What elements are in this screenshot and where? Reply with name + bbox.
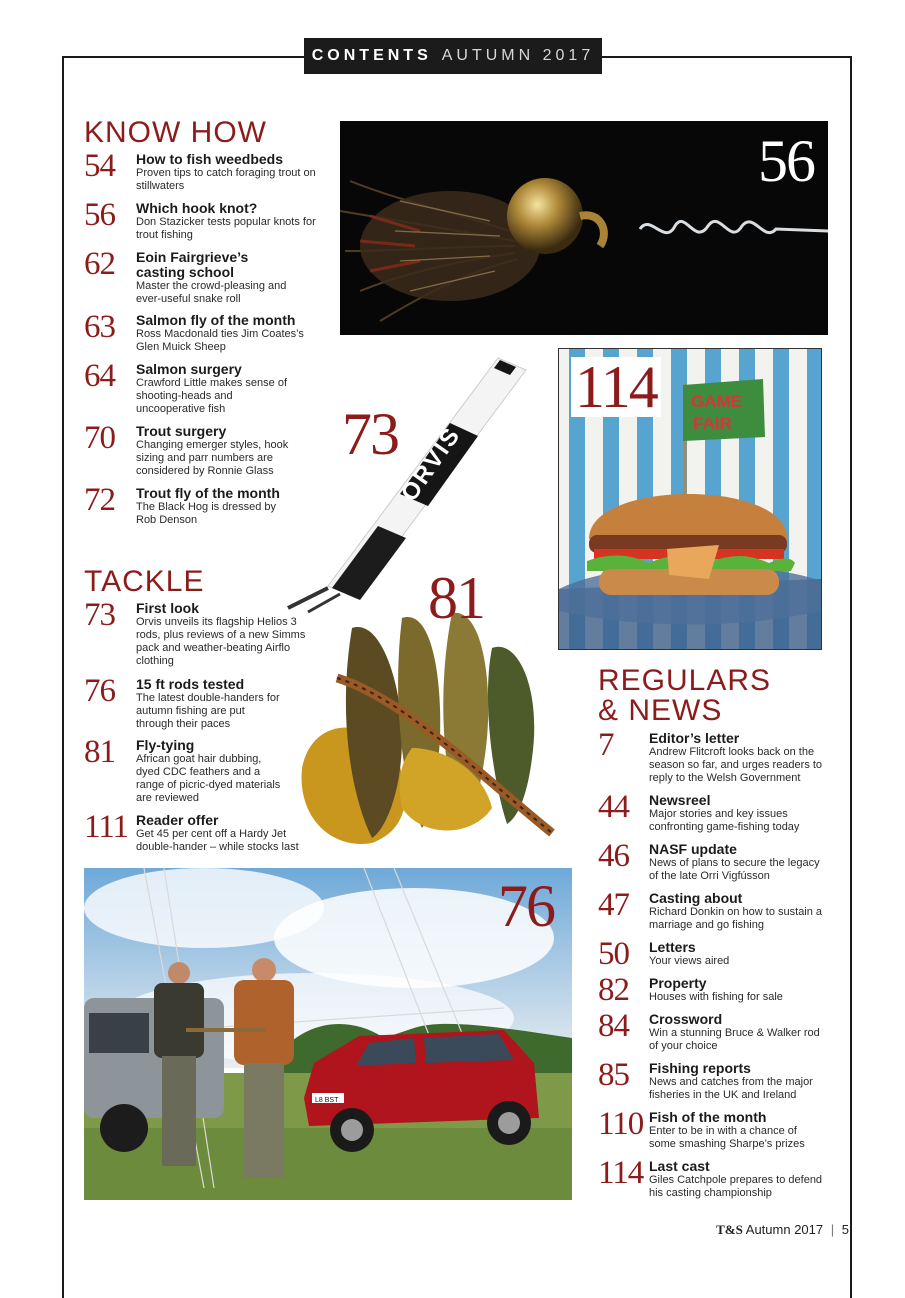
item-title: Fly-tying [136, 737, 195, 753]
page-footer [716, 1222, 849, 1238]
contents-header [304, 38, 602, 74]
regulars-item[interactable] [598, 1106, 838, 1151]
know-how-item[interactable] [84, 246, 324, 306]
regulars-item[interactable] [598, 972, 838, 1008]
tackle-item[interactable] [84, 734, 324, 805]
page-number: 73 [84, 597, 115, 633]
page-number: 114 [598, 1155, 644, 1191]
item-title: NASF update [649, 841, 737, 857]
burger-page-number: 114 [571, 357, 661, 417]
item-description: Crawford Little makes sense of shooting-heads and uncooperative fish [136, 377, 288, 415]
page-number: 110 [598, 1106, 644, 1142]
page-number: 50 [598, 936, 629, 972]
fly-illustration [340, 121, 828, 335]
item-description: Master the crowd-pleasing and ever-useful snake roll [136, 280, 287, 305]
page-number: 7 [598, 727, 614, 763]
page-number: 81 [84, 734, 115, 770]
page-number: 76 [84, 673, 115, 709]
item-title: How to fish weedbeds [136, 151, 284, 167]
item-description: News of plans to secure the legacy of the late Orri Vigfússon [649, 857, 820, 882]
item-description: News and catches from the major fisheries in the UK and Ireland [649, 1076, 813, 1101]
hair-page-number: 81 [428, 568, 484, 631]
item-title: First look [136, 600, 200, 616]
item-title: Crossword [649, 1011, 723, 1027]
orvis-logo-text: ORVIS [395, 421, 467, 507]
tackle-title: TACKLE [84, 565, 205, 598]
tackle-item[interactable] [84, 809, 324, 854]
contents-label: CONTENTS [311, 47, 432, 64]
page-number: 62 [84, 246, 115, 282]
regulars-item[interactable] [598, 936, 838, 972]
page-number: 84 [598, 1008, 629, 1044]
regulars-item[interactable] [598, 1008, 838, 1053]
regulars-item[interactable] [598, 789, 838, 834]
item-title: Casting about [649, 890, 743, 906]
know-how-item[interactable] [84, 197, 324, 242]
regulars-item[interactable] [598, 838, 838, 883]
item-description: Proven tips to catch foraging trout on stillwaters [136, 167, 316, 192]
item-title: Which hook knot? [136, 200, 258, 216]
regulars-item[interactable] [598, 727, 838, 785]
item-description: The Black Hog is dressed by Rob Denson [136, 501, 277, 526]
item-description: Houses with fishing for sale [649, 991, 783, 1003]
page-number: 70 [84, 420, 115, 456]
page-number: 46 [598, 838, 629, 874]
page-number: 72 [84, 482, 115, 518]
item-title: Trout fly of the month [136, 485, 280, 501]
item-title: Property [649, 975, 707, 991]
item-title: Fish of the month [649, 1109, 767, 1125]
know-how-title: KNOW HOW [84, 116, 267, 149]
item-description: Orvis unveils its flagship Helios 3 rods, plus reviews of a new Simms pack and weather-beating Airflo clothing [136, 616, 306, 667]
regulars-item[interactable] [598, 887, 838, 932]
regulars-title-line2: & NEWS [598, 694, 723, 727]
rod-page-number: 73 [342, 401, 398, 467]
page-number: 44 [598, 789, 629, 825]
item-title: Salmon surgery [136, 361, 242, 377]
item-description: Ross Macdonald ties Jim Coates’s Glen Muick Sheep [136, 328, 304, 353]
hair-illustration [292, 568, 560, 854]
regulars-title [598, 666, 771, 726]
page-number: 47 [598, 887, 629, 923]
flag-text-fair: FAIR [693, 414, 732, 433]
field-page-number: 76 [498, 873, 554, 939]
footer-issue: Autumn 2017 [745, 1222, 824, 1237]
item-title: Eoin Fairgrieve’s casting school [136, 249, 249, 280]
item-description: Major stories and key issues confronting game-fishing today [649, 808, 800, 833]
field-photo [84, 868, 572, 1200]
regulars-title-line1: REGULARS [598, 664, 772, 697]
tackle-item[interactable] [84, 673, 324, 731]
item-title: Editor’s letter [649, 730, 740, 746]
item-description: Don Stazicker tests popular knots for trout fishing [136, 216, 316, 241]
number-plate: L8 BST [315, 1097, 339, 1104]
item-description: African goat hair dubbing, dyed CDC feathers and a range of picric-dyed materials are reviewed [136, 753, 281, 804]
item-description: Giles Catchpole prepares to defend his casting championship [649, 1174, 823, 1199]
flag-text-game: GAME [691, 392, 742, 411]
item-title: 15 ft rods tested [136, 676, 245, 692]
item-title: Reader offer [136, 812, 219, 828]
item-description: The latest double-handers for autumn fishing are put through their paces [136, 692, 280, 730]
page-number: 64 [84, 358, 115, 394]
item-description: Win a stunning Bruce & Walker rod of your choice [649, 1027, 820, 1052]
hair-photo [292, 568, 560, 854]
page-number: 54 [84, 148, 115, 184]
item-description: Get 45 per cent off a Hardy Jet double-hander – while stocks last [136, 828, 299, 853]
item-description: Richard Donkin on how to sustain a marriage and go fishing [649, 906, 823, 931]
item-title: Fishing reports [649, 1060, 751, 1076]
footer-separator: | [830, 1222, 835, 1237]
page-number: 56 [84, 197, 115, 233]
item-title: Salmon fly of the month [136, 312, 296, 328]
page-number: 111 [84, 809, 129, 845]
footer-page-number: 5 [841, 1222, 849, 1237]
magazine-logo: T&S [716, 1222, 743, 1237]
item-description: Changing emerger styles, hook sizing and parr numbers are considered by Ronnie Glass [136, 439, 289, 477]
fly-photo [340, 121, 828, 335]
know-how-item[interactable] [84, 148, 324, 193]
page-number: 63 [84, 309, 115, 345]
item-title: Letters [649, 939, 696, 955]
burger-photo [558, 348, 822, 650]
item-title: Newsreel [649, 792, 711, 808]
issue-label: AUTUMN 2017 [441, 47, 595, 64]
page-number: 82 [598, 972, 629, 1008]
regulars-item[interactable] [598, 1057, 838, 1102]
fly-page-number: 56 [758, 128, 814, 194]
item-title: Trout surgery [136, 423, 227, 439]
item-description: Enter to be in with a chance of some smashing Sharpe’s prizes [649, 1125, 805, 1150]
item-description: Andrew Flitcroft looks back on the season so far, and urges readers to reply to the Welsh Government [649, 746, 823, 784]
page-number: 85 [598, 1057, 629, 1093]
item-description: Your views aired [649, 955, 730, 967]
item-title: Last cast [649, 1158, 710, 1174]
regulars-item[interactable] [598, 1155, 838, 1200]
